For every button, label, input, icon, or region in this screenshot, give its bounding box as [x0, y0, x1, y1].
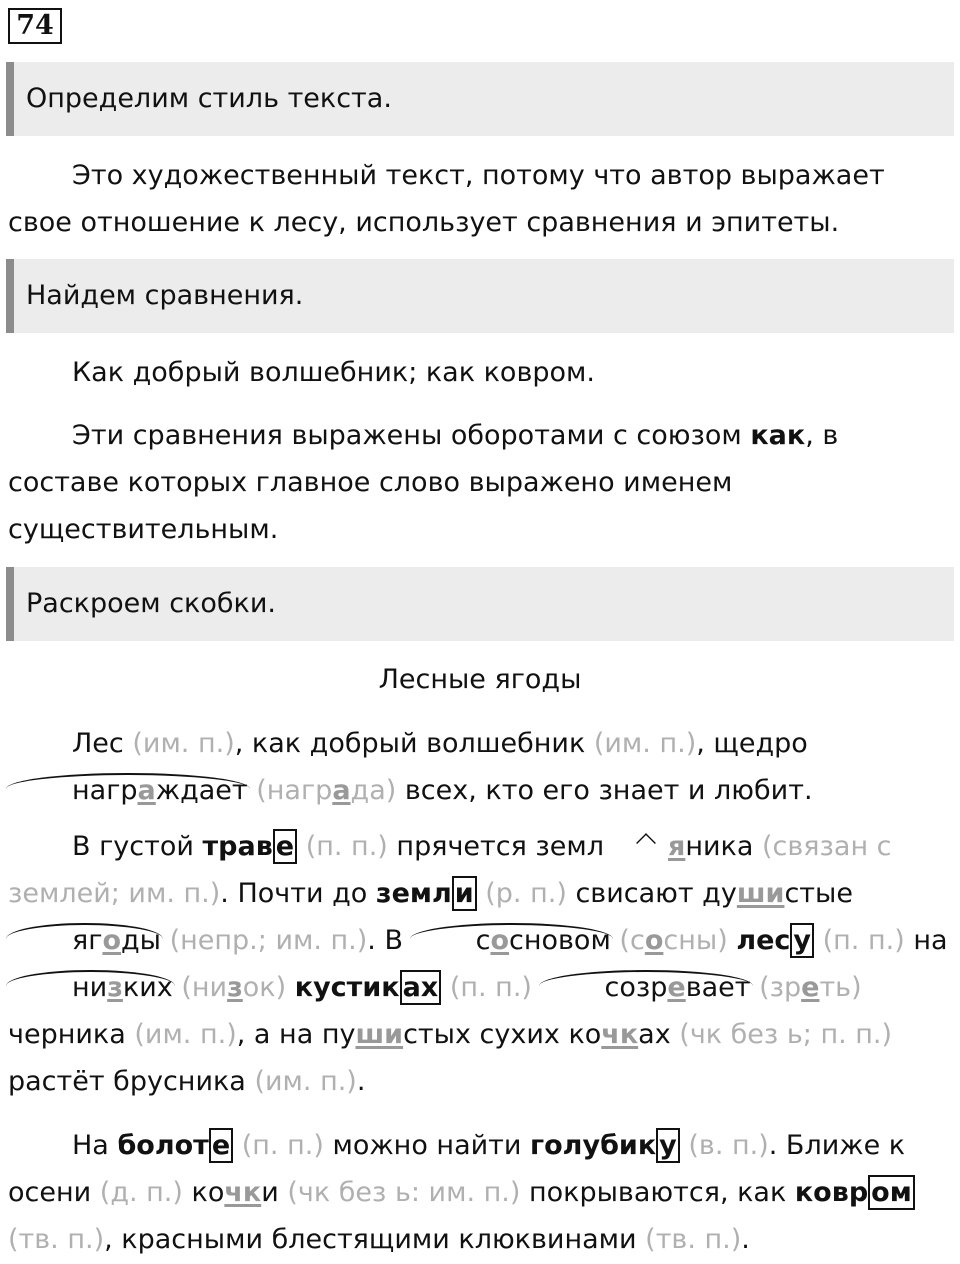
comparisons-list: Как добрый волшебник; как ковром.	[72, 357, 595, 388]
task-number: 74	[8, 8, 62, 44]
comparisons-explanation: Эти сравнения выражены оборотами с союзом как, в составе которых главное слово выражено именем существительным.	[8, 420, 839, 545]
text-title: Лесные ягоды	[378, 664, 582, 695]
paragraph-1: Лес (им. п.), как добрый волшебник (им. п.), щедро награждает (награда) всех, кто его знает и любит.	[8, 720, 952, 814]
paragraph-2: В густой трав е (п. п.) прячется земл яника (связан с землей; им. п.). Почти до земл и (р. п.) свисают душистые ягоды (непр.; им. п.). В сосновом (сосны) лес у (п. п.) на низких (низок) кустик ах (п. п.) созревает (зреть) черника (им. п.), а на пушистых сухих кочках (чк без ь; п. п.) растёт брусника (им. п.).	[8, 823, 952, 1105]
section-heading-style: Определим стиль текста.	[6, 62, 954, 136]
paragraph-3: На болот е (п. п.) можно найти голубик у (в. п.). Ближе к осени (д. п.) кочки (чк без ь: им. п.) покрываются, как ковр ом (тв. п.), красными блестящими клюквинами (тв. п.).	[8, 1122, 952, 1263]
section-heading-brackets: Раскроем скобки.	[6, 567, 954, 641]
section-heading-comparisons: Найдем сравнения.	[6, 259, 954, 333]
style-answer: Это художественный текст, потому что автор выражает свое отношение к лесу, использует сравнения и эпитеты.	[8, 160, 885, 238]
